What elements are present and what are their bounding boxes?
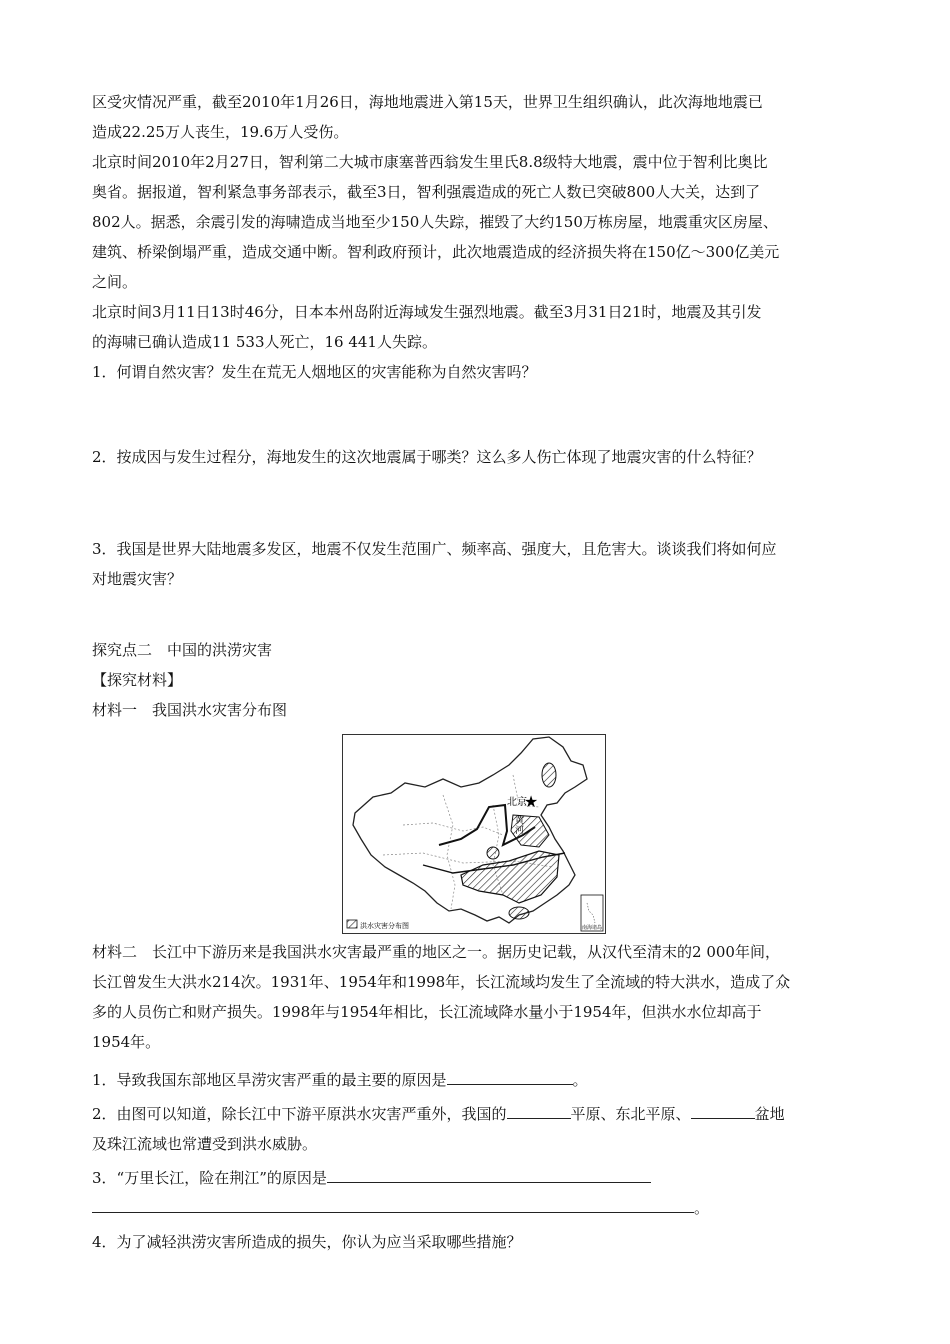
legend-swatch	[347, 920, 357, 928]
label-beijing: 北京	[507, 797, 527, 808]
paragraph-chile-line-5: 之间。	[92, 273, 138, 291]
question-b2-text-b: 平原、东北平原、	[570, 1105, 691, 1123]
flood-zone-sichuan	[487, 847, 499, 859]
flood-zone-pearl	[509, 907, 529, 919]
question-3-line-1: 3．我国是世界大陆地震多发区，地震不仅发生范围广、频率高、强度大，且危害大。谈谈我们将如何应	[92, 540, 777, 558]
label-huanghe: 黄 河	[515, 816, 525, 836]
question-1: 1．何谓自然灾害？发生在荒无人烟地区的灾害能称为自然灾害吗？	[92, 363, 537, 381]
question-b1-end: 。	[572, 1071, 588, 1089]
question-b2-text-a: 2．由图可以知道，除长江中下游平原洪水灾害严重外，我国的	[92, 1105, 507, 1123]
legend-text: 洪水灾害分布图	[360, 922, 409, 930]
question-b2-text-c: 盆地	[754, 1105, 785, 1123]
paragraph-haiti-line-2: 造成22.25万人丧生，19.6万人受伤。	[92, 123, 349, 141]
question-b3-line-2	[92, 1198, 709, 1218]
paragraph-chile-line-3: 802人。据悉，余震引发的海啸造成当地至少150人失踪，摧毁了大约150万栋房屋，地震重灾区房屋、	[92, 213, 778, 231]
material-2-line-4: 1954年。	[92, 1033, 161, 1051]
paragraph-haiti-line-1: 区受灾情况严重，截至2010年1月26日，海地地震进入第15天，世界卫生组织确认，此次海地地震已	[92, 93, 763, 111]
paragraph-japan-line-1: 北京时间3月11日13时46分，日本本州岛附近海域发生强烈地震。截至3月31日21时，地震及其引发	[92, 303, 762, 321]
material-2-line-3: 多的人员伤亡和财产损失。1998年与1954年相比，长江流域降水量小于1954年，但洪水水位却高于	[92, 1003, 762, 1021]
paragraph-japan-line-2: 的海啸已确认造成11 533人死亡，16 441人失踪。	[92, 333, 437, 351]
material-2-line-2: 长江曾发生大洪水214次。1931年、1954年和1998年，长江流域均发生了全流域的特大洪水，造成了众	[92, 973, 791, 991]
flood-zone-northeast	[542, 763, 556, 787]
answer-blank-3b[interactable]	[92, 1198, 694, 1213]
flood-map-svg	[343, 735, 605, 933]
question-b1	[92, 1070, 588, 1090]
question-b4: 4．为了减轻洪涝灾害所造成的损失，你认为应当采取哪些措施？	[92, 1233, 522, 1251]
question-b2-line-1	[92, 1104, 785, 1124]
question-3-line-2: 对地震灾害？	[92, 570, 183, 588]
section-heading: 探究点二 中国的洪涝灾害	[92, 641, 273, 659]
answer-blank-3a[interactable]	[327, 1168, 651, 1183]
material-2-line-1: 材料二 长江中下游历来是我国洪水灾害最严重的地区之一。据历史记载，从汉代至清末的2 000年间，	[92, 943, 780, 961]
beijing-star-icon: ★	[523, 792, 539, 811]
paragraph-chile-line-1: 北京时间2010年2月27日，智利第二大城市康塞普西翁发生里氏8.8级特大地震，震中位于智利比奥比	[92, 153, 768, 171]
inset-label: 南海诸岛	[581, 925, 603, 931]
question-b2-line-2: 及珠江流域也常遭受到洪水威胁。	[92, 1135, 318, 1153]
answer-blank-2a[interactable]	[507, 1104, 571, 1119]
question-b3-end: 。	[694, 1199, 710, 1217]
question-2: 2．按成因与发生过程分，海地发生的这次地震属于哪类？这么多人伤亡体现了地震灾害的什么特征？	[92, 448, 762, 466]
question-b3-text: 3．“万里长江，险在荆江”的原因是	[92, 1169, 327, 1187]
question-b3-line-1	[92, 1168, 651, 1188]
flood-map	[342, 734, 606, 934]
answer-blank-1[interactable]	[447, 1070, 573, 1085]
paragraph-chile-line-2: 奥省。据报道，智利紧急事务部表示，截至3日，智利强震造成的死亡人数已突破800人大关，达到了	[92, 183, 761, 201]
question-b1-text: 1．导致我国东部地区旱涝灾害严重的最主要的原因是	[92, 1071, 447, 1089]
material-tag: 【探究材料】	[92, 671, 183, 689]
paragraph-chile-line-4: 建筑、桥梁倒塌严重，造成交通中断。智利政府预计，此次地震造成的经济损失将在150亿～300亿美元	[92, 243, 780, 261]
answer-blank-2b[interactable]	[691, 1104, 755, 1119]
material-1-title: 材料一 我国洪水灾害分布图	[92, 701, 288, 719]
